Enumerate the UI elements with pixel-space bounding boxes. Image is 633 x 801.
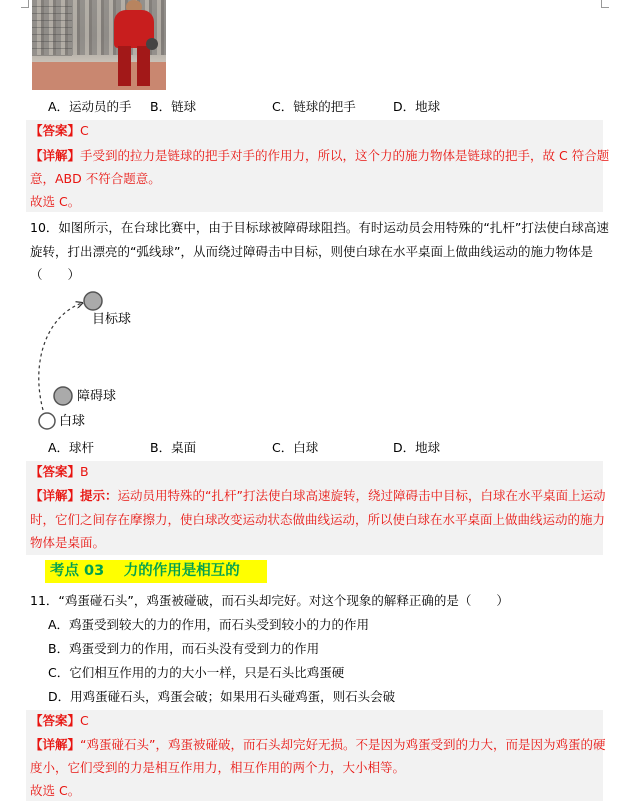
q10-option-d: D．地球 xyxy=(393,440,441,455)
page-corner-mark xyxy=(21,0,29,8)
cue-ball xyxy=(39,413,55,429)
q11-option-c: C．它们相互作用的力的大小一样，只是石头比鸡蛋硬 xyxy=(48,665,345,680)
detail-text: 手受到的拉力是链球的把手对手的作用力，所以，这个力的施力物体是链球的把手，故 C 符合题 xyxy=(80,148,610,163)
q9-option-c: C．链球的把手 xyxy=(272,99,356,114)
q9-answer-panel xyxy=(26,120,603,212)
hint-tag: 提示： xyxy=(80,488,118,503)
q10-option-a: A．球杆 xyxy=(48,440,95,455)
q10-stem-line-2: 旋转，打出漂亮的“弧线球”，从而绕过障碍击中目标，则使白球在水平桌面上做曲线运动的施力物体是 xyxy=(30,244,593,259)
answer-value: B xyxy=(80,464,89,479)
answer-tag: 【答案】 xyxy=(30,123,81,138)
obstacle-ball-label: 障碍球 xyxy=(77,389,117,404)
q11-option-b: B．鸡蛋受到力的作用，而石头没有受到力的作用 xyxy=(48,641,320,656)
target-ball-label: 目标球 xyxy=(92,312,132,327)
answer-value: C xyxy=(80,123,89,138)
q10-detail-line-2: 时，它们之间存在摩擦力，使白球改变运动状态做曲线运动，所以使白球在水平桌面上做曲线运动的施力 xyxy=(30,512,606,527)
q9-option-b: B．链球 xyxy=(150,99,197,114)
detail-text: “鸡蛋碰石头”，鸡蛋被碰破，而石头却完好无损。不是因为鸡蛋受到的力大，而是因为鸡蛋的硬 xyxy=(80,737,606,752)
q10-stem-line-3: （ ） xyxy=(30,267,81,282)
q11-option-a: A．鸡蛋受到较大的力的作用，而石头受到较小的力的作用 xyxy=(48,617,370,632)
q9-detail-line-2: 意，ABD 不符合题意。 xyxy=(30,171,161,186)
detail-tag: 【详解】 xyxy=(30,148,81,163)
q11-detail-line-2: 度小，它们受到的力是相互作用力，相互作用的两个力，大小相等。 xyxy=(30,760,406,775)
q9-option-a: A．运动员的手 xyxy=(48,99,132,114)
q9-option-d: D．地球 xyxy=(393,99,441,114)
q10-answer-panel xyxy=(26,461,606,555)
answer-tag: 【答案】 xyxy=(30,713,81,728)
q10-option-c: C．白球 xyxy=(272,440,319,455)
q11-answer-panel xyxy=(26,710,606,801)
q10-stem-line-1: 10．如图所示，在台球比赛中，由于目标球被障碍球阻挡。有时运动员会用特殊的“扎杆”打法使白球高速 xyxy=(30,220,609,235)
detail-text: 运动员用特殊的“扎杆”打法使白球高速旋转，绕过障碍击中目标，白球在水平桌面上运动 xyxy=(117,488,606,503)
billiard-diagram xyxy=(30,285,160,435)
section-heading: 考点 03 力的作用是相互的 xyxy=(45,560,267,583)
q9-detail-line-1 xyxy=(30,147,609,165)
q11-option-d: D．用鸡蛋碰石头，鸡蛋会破；如果用石头碰鸡蛋，则石头会破 xyxy=(48,689,396,704)
q9-conclusion: 故选 C。 xyxy=(30,194,81,209)
obstacle-ball xyxy=(54,387,72,405)
q10-detail-line-1 xyxy=(30,487,606,505)
q10-answer xyxy=(30,463,89,481)
answer-value: C xyxy=(80,713,89,728)
detail-tag: 【详解】 xyxy=(30,737,81,752)
q10-detail-line-3: 物体是桌面。 xyxy=(30,535,106,550)
detail-tag: 【详解】 xyxy=(30,488,81,503)
hammer-throw-photo xyxy=(32,0,166,90)
q11-detail-line-1 xyxy=(30,736,605,754)
q11-stem: 11．“鸡蛋碰石头”，鸡蛋被碰破，而石头却完好。对这个现象的解释正确的是（ ） xyxy=(30,593,509,608)
page-corner-mark xyxy=(601,0,609,8)
q11-conclusion: 故选 C。 xyxy=(30,783,81,798)
q10-option-b: B．桌面 xyxy=(150,440,197,455)
target-ball xyxy=(84,292,102,310)
cue-ball-label: 白球 xyxy=(59,414,86,429)
q9-answer xyxy=(30,122,89,140)
q11-answer xyxy=(30,712,89,730)
curve-path-diagram xyxy=(30,285,160,435)
answer-tag: 【答案】 xyxy=(30,464,81,479)
